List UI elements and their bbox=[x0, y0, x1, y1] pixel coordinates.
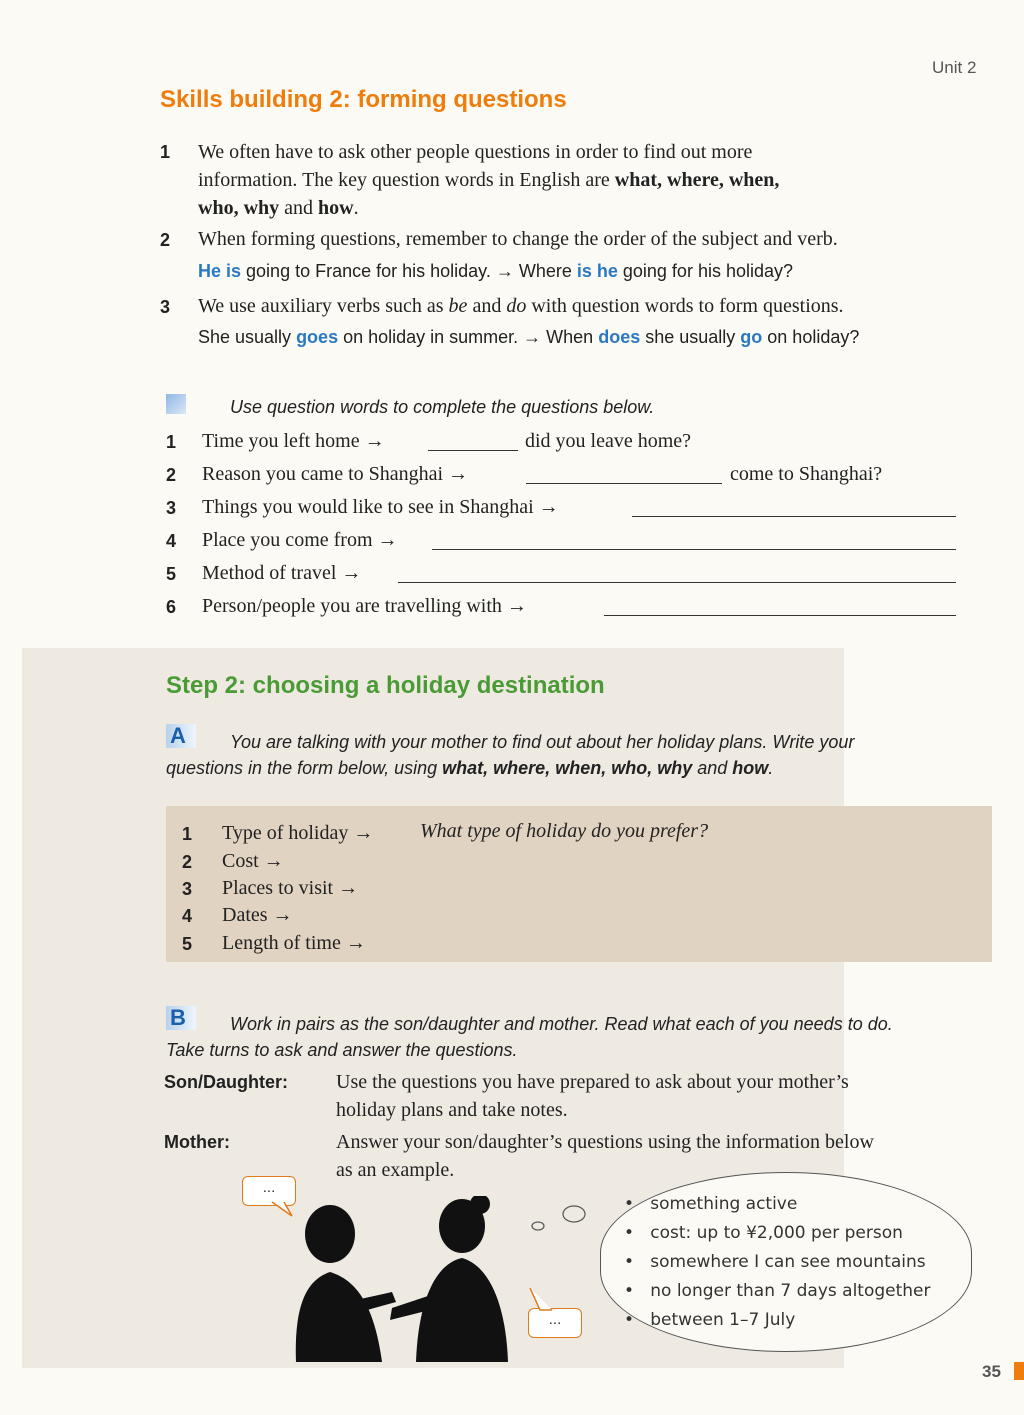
part-b-line1: Work in pairs as the son/daughter and mother. Read what each of you needs to do. bbox=[230, 1014, 893, 1034]
mother-role-label: Mother: bbox=[164, 1132, 230, 1152]
point-1-line2: information. The key question words in English are what, where, when, bbox=[198, 169, 780, 191]
point-3-number: 3 bbox=[160, 297, 171, 317]
exercise-2-blank[interactable] bbox=[526, 463, 722, 484]
form-3-label: Places to visit → bbox=[222, 877, 359, 899]
exercise-4-number: 4 bbox=[166, 531, 177, 551]
thought-dots bbox=[528, 1200, 592, 1236]
exercise-2-number: 2 bbox=[166, 465, 177, 485]
speech-bubble-right: ... bbox=[528, 1308, 582, 1338]
part-b-line2: Take turns to ask and answer the questions. bbox=[166, 1040, 518, 1060]
form-2-label: Cost → bbox=[222, 850, 284, 872]
page-number-bar bbox=[1014, 1362, 1024, 1380]
form-5-number: 5 bbox=[182, 934, 193, 954]
exercise-1-number: 1 bbox=[166, 432, 177, 452]
form-3-number: 3 bbox=[182, 879, 193, 899]
step-title: Step 2: choosing a holiday destination bbox=[166, 672, 605, 699]
exercise-4-text: Place you come from → bbox=[202, 529, 398, 551]
exercise-1-end: did you leave home? bbox=[525, 430, 692, 452]
exercise-2-end: come to Shanghai? bbox=[730, 463, 883, 485]
part-a-line2: questions in the form below, using what, where, when, who, why and how. bbox=[166, 758, 774, 778]
form-1-answer: What type of holiday do you prefer? bbox=[420, 820, 709, 842]
point-1-text bbox=[198, 138, 988, 222]
son-role-line2: holiday plans and take notes. bbox=[336, 1099, 568, 1121]
point-3-example: She usually goes on holiday in summer. → When does she usually go on holiday? bbox=[198, 327, 860, 347]
exercise-3-blank[interactable] bbox=[632, 496, 956, 517]
exercise-3-text: Things you would like to see in Shanghai → bbox=[202, 496, 559, 518]
part-b-marker bbox=[166, 1006, 196, 1030]
point-1-number: 1 bbox=[160, 142, 171, 162]
exercise-6-blank[interactable] bbox=[604, 595, 956, 616]
people-silhouette-illustration bbox=[284, 1196, 520, 1362]
form-2-number: 2 bbox=[182, 852, 193, 872]
question-word-how: how bbox=[318, 197, 354, 219]
exercise-1-text: Time you left home → bbox=[202, 430, 385, 452]
cloud-item: • something active bbox=[624, 1194, 798, 1214]
point-3-text: We use auxiliary verbs such as be and do with question words to form questions. bbox=[198, 295, 844, 317]
exercise-3-number: 3 bbox=[166, 498, 177, 518]
mother-role-line2: as an example. bbox=[336, 1159, 455, 1181]
form-5-label: Length of time → bbox=[222, 932, 366, 954]
page-number: 35 bbox=[982, 1362, 1001, 1381]
point-1-line3: who, why and how. bbox=[198, 197, 359, 219]
part-a-letter: A bbox=[166, 724, 196, 748]
point-2-number: 2 bbox=[160, 230, 171, 250]
bubble-tail-right bbox=[526, 1286, 556, 1312]
exercise-instruction: Use question words to complete the questions below. bbox=[230, 397, 655, 417]
son-role-label: Son/Daughter: bbox=[164, 1072, 288, 1092]
exercise-2-text: Reason you came to Shanghai → bbox=[202, 463, 469, 485]
part-a-marker bbox=[166, 724, 196, 748]
exercise-1-blank[interactable] bbox=[428, 430, 518, 451]
form-1-number: 1 bbox=[182, 824, 193, 844]
exercise-5-blank[interactable] bbox=[398, 562, 956, 583]
speech-bubble-left: ... bbox=[242, 1176, 296, 1206]
question-words-b: who, why bbox=[198, 197, 280, 219]
question-words-a: what, where, when, bbox=[614, 169, 780, 191]
skills-title: Skills building 2: forming questions bbox=[160, 86, 567, 113]
cloud-item: • cost: up to ¥2,000 per person bbox=[624, 1223, 903, 1243]
exercise-5-text: Method of travel → bbox=[202, 562, 362, 584]
cloud-list bbox=[624, 1194, 931, 1339]
exercise-6-number: 6 bbox=[166, 597, 177, 617]
exercise-5-number: 5 bbox=[166, 564, 177, 584]
point-1-line1: We often have to ask other people questions in order to find out more bbox=[198, 141, 753, 163]
form-4-label: Dates → bbox=[222, 904, 293, 926]
cloud-item: • no longer than 7 days altogether bbox=[624, 1281, 931, 1301]
mother-role-line1: Answer your son/daughter’s questions using the information below bbox=[336, 1131, 874, 1153]
point-2-example: He is going to France for his holiday. → Where is he going for his holiday? bbox=[198, 261, 794, 281]
point-2-text: When forming questions, remember to change the order of the subject and verb. bbox=[198, 228, 838, 250]
part-a-line1: You are talking with your mother to find out about her holiday plans. Write your bbox=[230, 732, 855, 752]
form-1-label: Type of holiday → bbox=[222, 822, 374, 844]
cloud-item: • somewhere I can see mountains bbox=[624, 1252, 926, 1272]
exercise-4-blank[interactable] bbox=[432, 529, 956, 550]
son-role-line1: Use the questions you have prepared to ask about your mother’s bbox=[336, 1071, 849, 1093]
part-b-letter: B bbox=[166, 1006, 196, 1030]
exercise-6-text: Person/people you are travelling with → bbox=[202, 595, 527, 617]
exercise-marker-icon bbox=[166, 394, 186, 414]
form-4-number: 4 bbox=[182, 906, 193, 926]
unit-label: Unit 2 bbox=[932, 58, 977, 77]
cloud-item: • between 1–7 July bbox=[624, 1310, 796, 1330]
